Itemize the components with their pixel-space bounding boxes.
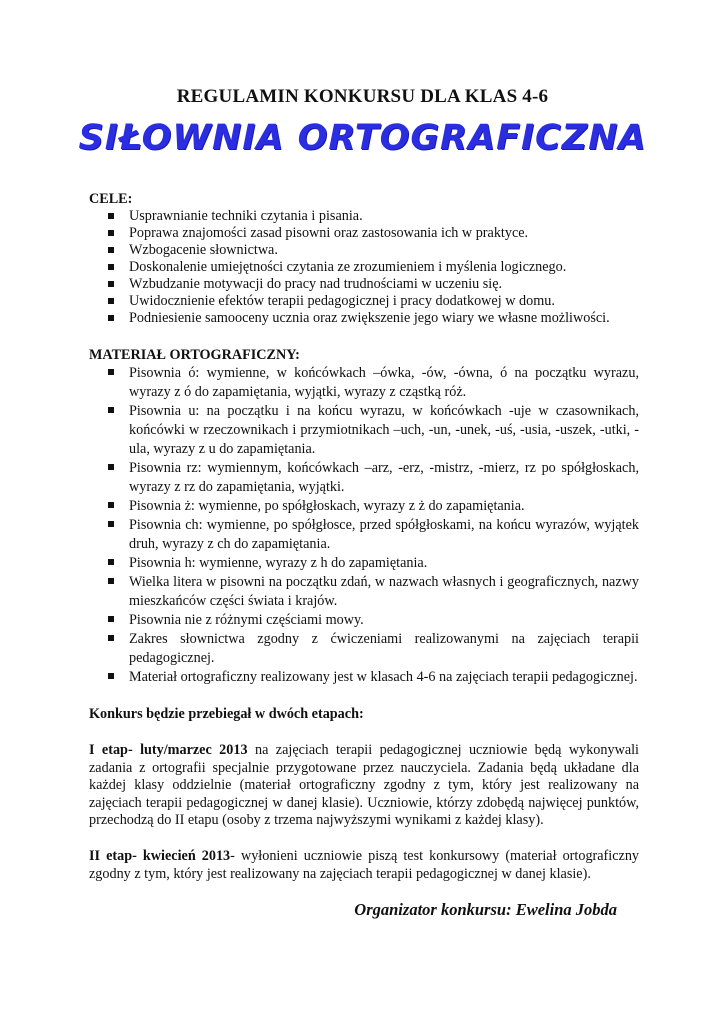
- bullet-icon: [108, 298, 114, 304]
- etap1-paragraph: [89, 742, 639, 829]
- konkurs-intro: Konkurs będzie przebiegał w dwóch etapach:: [89, 706, 364, 722]
- bullet-icon: [108, 464, 114, 470]
- list-item: Wzbogacenie słownictwa.: [89, 242, 639, 259]
- material-list: [89, 364, 639, 687]
- list-item: Pisownia h: wymienne, wyrazy z h do zapamiętania.: [89, 554, 639, 573]
- etap2-label: II etap- kwiecień 2013: [89, 848, 231, 865]
- bullet-icon: [108, 230, 114, 236]
- list-item: Usprawnianie techniki czytania i pisania.: [89, 208, 639, 225]
- list-item: Doskonalenie umiejętności czytania ze zrozumieniem i myślenia logicznego.: [89, 259, 639, 276]
- list-item: Wzbudzanie motywacji do pracy nad trudnościami w uczeniu się.: [89, 276, 639, 293]
- bullet-icon: [108, 673, 114, 679]
- bullet-icon: [108, 502, 114, 508]
- list-item: Wielka litera w pisowni na początku zdań, w nazwach własnych i geograficznych, nazwy mieszkańców części świata i krajów.: [89, 573, 639, 611]
- etap1-text: na zajęciach terapii pedagogicznej uczniowie będą wykonywali zadania z ortografii specjalnie przygotowane przez nauczyciela. Zadania będą układane dla każdej klasy oddzielnie (materiał ortograficzny zgodny z tym, który jest realizowany na zajęciach terapii pedagogicznej w danej klasie). Uczniowie, którzy zdobędą najwięcej punktów, przechodzą do II etapu (osoby z trzema najwyższymi wynikami z każdej klasy).: [89, 742, 639, 829]
- bullet-icon: [108, 616, 114, 622]
- decorative-title: SIŁOWNIA ORTOGRAFICZNA: [78, 118, 647, 158]
- list-item: Uwidocznienie efektów terapii pedagogicznej i pracy dodatkowej w domu.: [89, 293, 639, 310]
- list-item: Pisownia ż: wymienne, po spółgłoskach, wyrazy z ż do zapamiętania.: [89, 497, 639, 516]
- bullet-icon: [108, 315, 114, 321]
- bullet-icon: [108, 281, 114, 287]
- bullet-icon: [108, 369, 114, 375]
- etap2-paragraph: [89, 848, 639, 883]
- bullet-icon: [108, 559, 114, 565]
- material-heading: MATERIAŁ ORTOGRAFICZNY:: [89, 347, 300, 363]
- list-item: Poprawa znajomości zasad pisowni oraz zastosowania ich w praktyce.: [89, 225, 639, 242]
- list-item: Pisownia nie z różnymi częściami mowy.: [89, 611, 639, 630]
- signature: Organizator konkursu: Ewelina Jobda: [354, 900, 617, 919]
- bullet-icon: [108, 264, 114, 270]
- bullet-icon: [108, 213, 114, 219]
- cele-heading: CELE:: [89, 191, 133, 207]
- bullet-icon: [108, 247, 114, 253]
- document-title: REGULAMIN KONKURSU DLA KLAS 4-6: [176, 86, 549, 107]
- document-body: [89, 191, 639, 883]
- list-item: Pisownia u: na początku i na końcu wyrazu, w końcówkach -uje w czasownikach, końcówki w rzeczownikach i przymiotnikach –uch, -un, -unek, -uś, -usia, -uszek, -utki, -ula, wyrazy z u do zapamiętania.: [89, 402, 639, 459]
- bullet-icon: [108, 635, 114, 641]
- list-item: Pisownia ó: wymienne, w końcówkach –ówka, -ów, -ówna, ó na początku wyrazu, wyrazy z ó do zapamiętania, wyjątki, wyrazy z cząstką róż.: [89, 364, 639, 402]
- cele-list: [89, 208, 639, 327]
- list-item: Zakres słownictwa zgodny z ćwiczeniami realizowanymi na zajęciach terapii pedagogicznej.: [89, 630, 639, 668]
- bullet-icon: [108, 578, 114, 584]
- list-item: Podniesienie samooceny ucznia oraz zwiększenie jego wiary we własne możliwości.: [89, 310, 639, 327]
- list-item: Pisownia ch: wymienne, po spółgłosce, przed spółgłoskami, na końcu wyrazów, wyjątek druh, wyrazy z ch do zapamiętania.: [89, 516, 639, 554]
- bullet-icon: [108, 407, 114, 413]
- etap1-label: I etap- luty/marzec 2013: [89, 742, 248, 759]
- list-item: Materiał ortograficzny realizowany jest w klasach 4-6 na zajęciach terapii pedagogicznej.: [89, 668, 639, 687]
- etap2-text: - wyłonieni uczniowie piszą test konkursowy (materiał ortograficzny zgodny z tym, który jest realizowany na zajęciach terapii pedagogicznej w danej klasie).: [89, 848, 640, 882]
- list-item: Pisownia rz: wymiennym, końcówkach –arz, -erz, -mistrz, -mierz, rz po spółgłoskach, wyrazy z rz do zapamiętania, wyjątki.: [89, 459, 639, 497]
- bullet-icon: [108, 521, 114, 527]
